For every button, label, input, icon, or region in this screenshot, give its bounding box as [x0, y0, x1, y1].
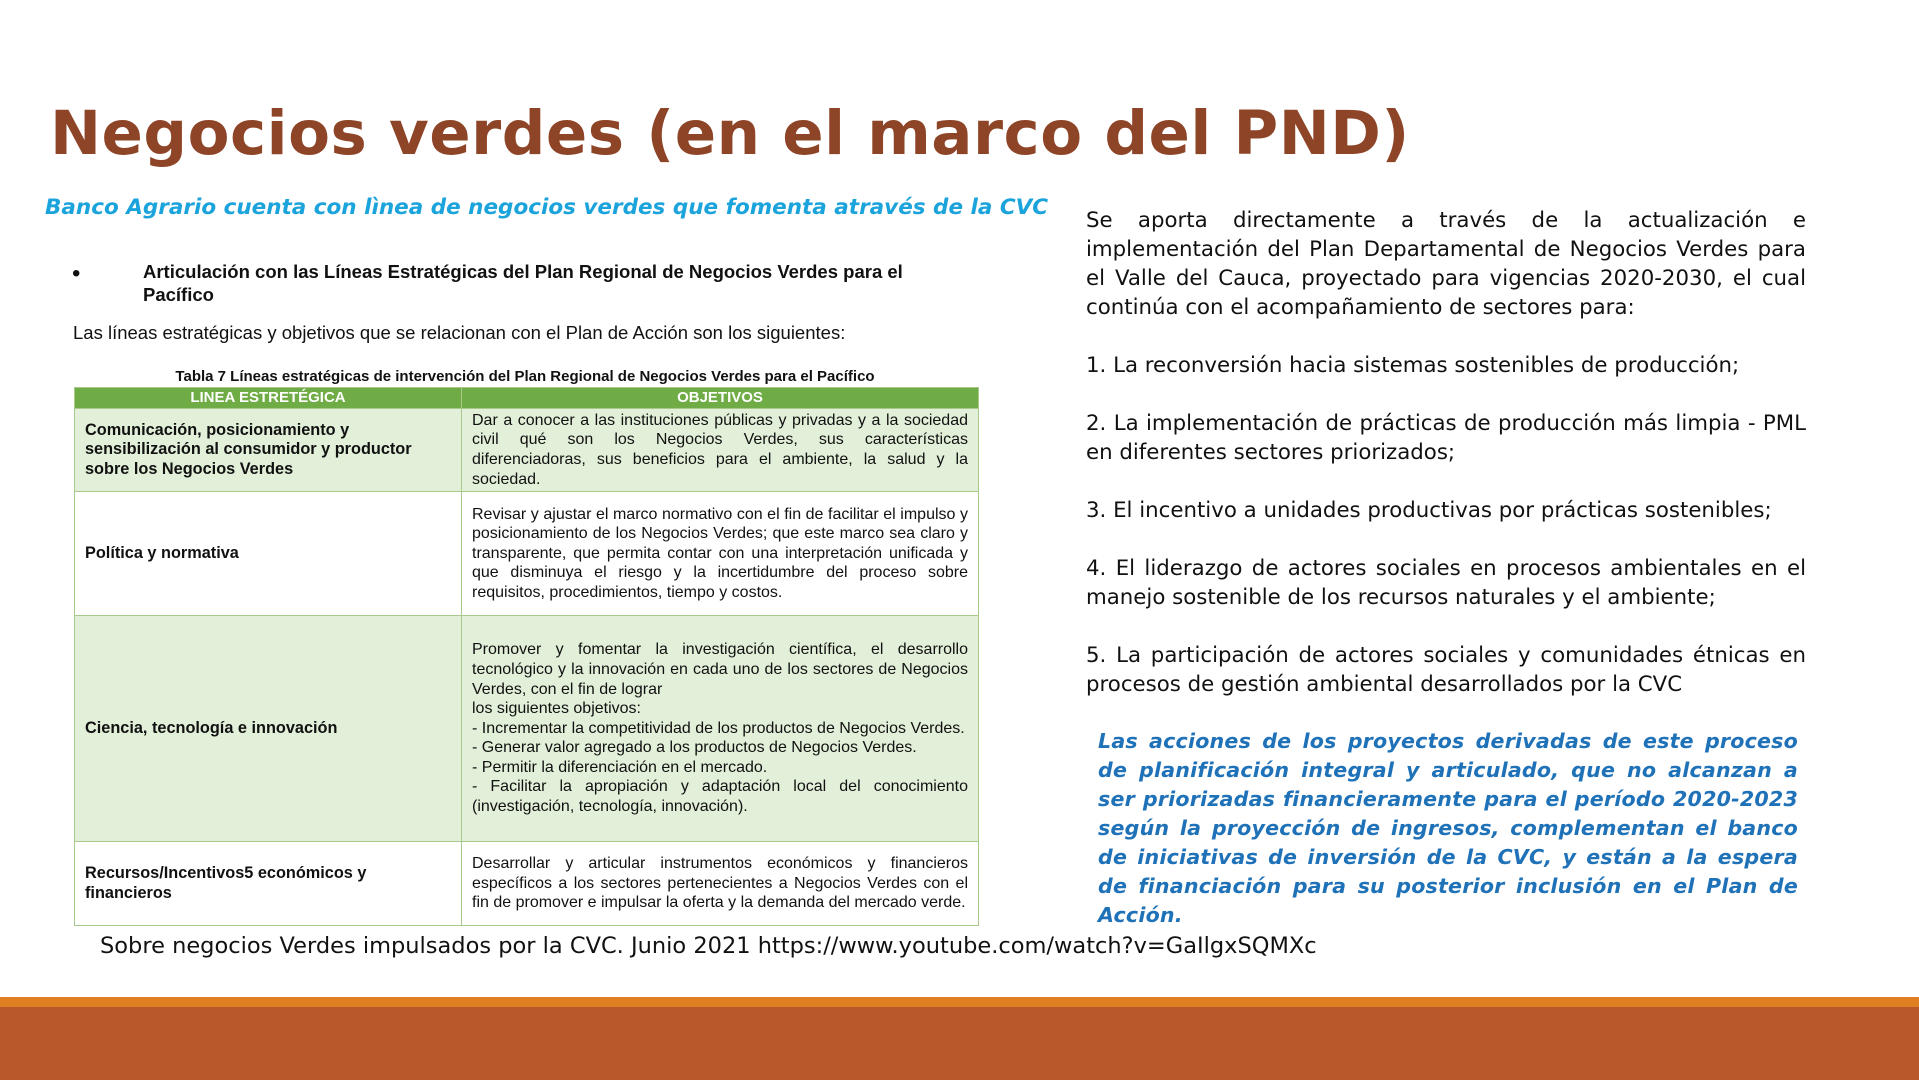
bullet-icon: • [72, 260, 81, 287]
objective-line: Dar a conocer a las instituciones públicas y privadas y a la sociedad civil qué son los Negocios Verdes, sus características diferenciadoras, sus beneficios para el ambiente, la salud y la sociedad. [472, 411, 968, 488]
table-header-row [75, 388, 979, 409]
embedded-document-image [72, 256, 980, 912]
table-body [75, 409, 979, 926]
objective-line: - Generar valor agregado a los productos de Negocios Verdes. [472, 739, 917, 757]
right-paragraph: 1. La reconversión hacia sistemas sostenibles de producción; [1086, 353, 1740, 378]
overlay-note: Las acciones de los proyectos derivadas de este proceso de planificación integral y articulado, que no alcanzan a ser priorizadas financieramente para el período 2020-2023 según la proyección de ingresos, complementan el banco de iniciativas de inversión de la CVC, y están a la espera de financiación para su posterior inclusión en el Plan de Acción. [1098, 729, 1798, 927]
right-text-column [1086, 206, 1806, 699]
table-header-objetivos: OBJETIVOS [462, 388, 979, 409]
table-cell-objetivos [462, 616, 979, 842]
table-row [75, 409, 979, 492]
table-cell-linea: Recursos/Incentivos5 económicos y financieros [75, 842, 462, 926]
right-paragraph: 4. El liderazgo de actores sociales en procesos ambientales en el manejo sostenible de los recursos naturales y el ambiente; [1086, 556, 1806, 610]
document-intro: Las líneas estratégicas y objetivos que se relacionan con el Plan de Acción son los siguientes: [73, 322, 846, 343]
objective-line: - Facilitar la apropiación y adaptación local del conocimiento (investigación, tecnología, innovación). [472, 778, 968, 816]
table-cell-objetivos [462, 842, 979, 926]
table-row [75, 842, 979, 926]
objective-line: Desarrollar y articular instrumentos económicos y financieros específicos a los sectores pertenecientes a Negocios Verdes con el fin de promover e impulsar la oferta y la demanda del mercado verde. [472, 855, 968, 912]
footer-bar [0, 1007, 1919, 1080]
right-paragraph: Se aporta directamente a través de la actualización e implementación del Plan Departamental de Negocios Verdes para el Valle del Cauca, proyectado para vigencias 2020-2030, el cual continúa con el acompañamiento de sectores para: [1086, 208, 1806, 320]
right-paragraph: 2. La implementación de prácticas de producción más limpia - PML en diferentes sectores priorizados; [1086, 411, 1806, 465]
objective-line: Revisar y ajustar el marco normativo con el fin de facilitar el impulso y posicionamiento de los Negocios Verdes; que este marco sea claro y transparente, que permita contar con una interpretación unificada y que disminuya el riesgo y la incertidumbre del proceso sobre requisitos, procedimientos, tiempo y costos. [472, 505, 968, 601]
slide-title: Negocios verdes (en el marco del PND) [50, 98, 1410, 169]
table-cell-linea: Comunicación, posicionamiento y sensibilización al consumidor y productor sobre los Negocios Verdes [75, 409, 462, 492]
objective-line: Promover y fomentar la investigación científica, el desarrollo tecnológico y la innovación en cada uno de los sectores de Negocios Verdes, con el fin de lograr [472, 641, 968, 698]
table-cell-linea: Política y normativa [75, 492, 462, 616]
table-row [75, 616, 979, 842]
footer-accent-bar [0, 997, 1919, 1007]
document-heading: Articulación con las Líneas Estratégicas del Plan Regional de Negocios Verdes para el Pacífico [143, 261, 903, 305]
objective-line: - Incrementar la competitividad de los productos de Negocios Verdes. [472, 719, 965, 737]
table-cell-linea: Ciencia, tecnología e innovación [75, 616, 462, 842]
table-cell-objetivos [462, 409, 979, 492]
right-paragraph: 3. El incentivo a unidades productivas por prácticas sostenibles; [1086, 498, 1772, 523]
table-caption: Tabla 7 Líneas estratégicas de intervención del Plan Regional de Negocios Verdes para el Pacífico [175, 368, 875, 385]
table-cell-objetivos [462, 492, 979, 616]
slide-subtitle: Banco Agrario cuenta con lìnea de negocios verdes que fomenta através de la CVC [45, 195, 1049, 220]
objective-line: los siguientes objetivos: [472, 700, 641, 718]
objective-line: - Permitir la diferenciación en el mercado. [472, 758, 768, 776]
source-note: Sobre negocios Verdes impulsados por la CVC. Junio 2021 https://www.youtube.com/watch?v=GaIlgxSQMXc [100, 933, 1317, 959]
right-paragraph: 5. La participación de actores sociales y comunidades étnicas en procesos de gestión ambiental desarrollados por la CVC [1086, 643, 1806, 697]
strategic-lines-table [74, 387, 979, 926]
table-row [75, 492, 979, 616]
table-header-linea: LINEA ESTRETÉGICA [75, 388, 462, 409]
